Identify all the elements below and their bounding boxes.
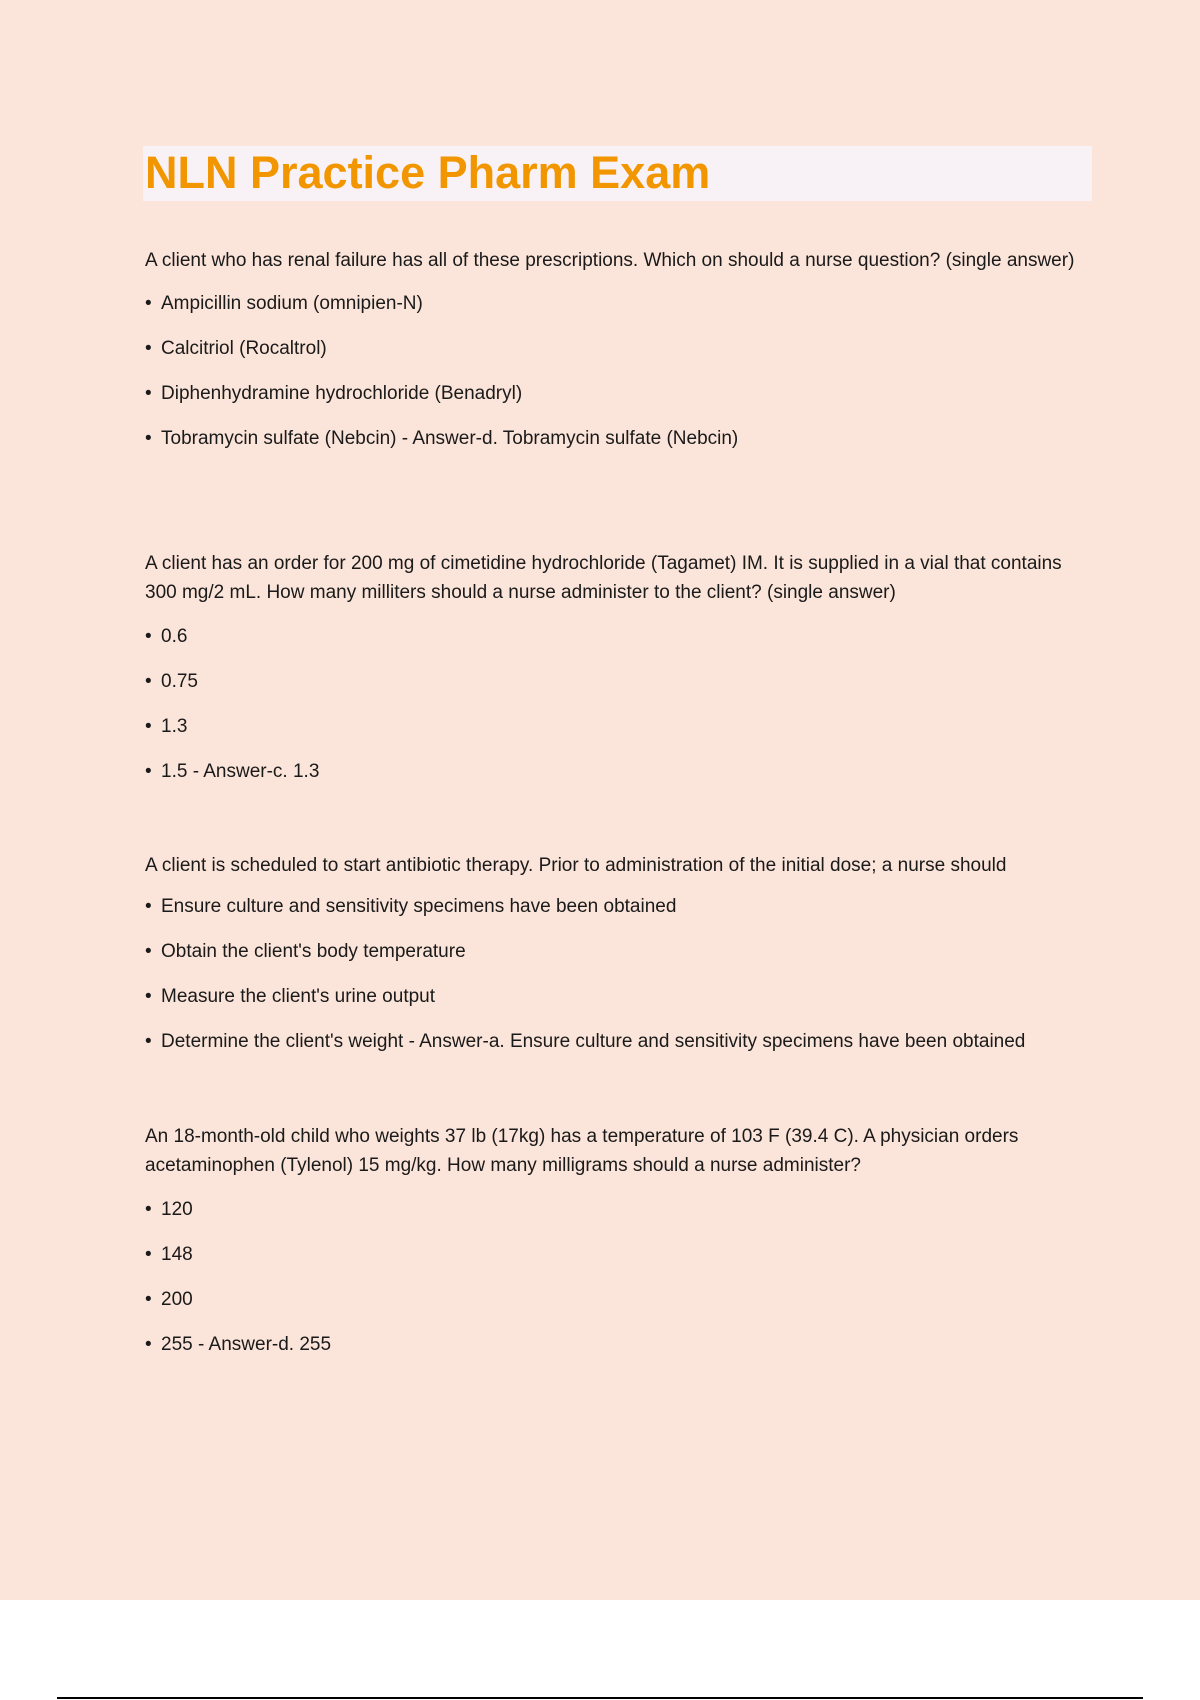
option-text: 0.75: [161, 671, 198, 692]
bullet-icon: •: [145, 1334, 152, 1355]
title-banner: [143, 146, 1092, 201]
option-item: [145, 986, 1085, 1008]
option-item: [145, 293, 1085, 315]
option-text: 0.6: [161, 626, 188, 647]
option-item: [145, 671, 1085, 693]
option-text: 148: [161, 1244, 193, 1265]
option-text: 200: [161, 1289, 193, 1310]
option-item: [145, 1334, 1085, 1356]
option-text: 1.3: [161, 716, 188, 737]
bullet-icon: •: [145, 338, 152, 359]
bullet-icon: •: [145, 1031, 152, 1052]
option-item: [145, 1244, 1085, 1266]
bullet-icon: •: [145, 941, 152, 962]
question-text: A client is scheduled to start antibiotic therapy. Prior to administration of the initial dose; a nurse should: [145, 855, 1007, 876]
option-list: [145, 1199, 1085, 1356]
option-text: Ensure culture and sensitivity specimens have been obtained: [161, 896, 677, 917]
option-item: [145, 1289, 1085, 1311]
bullet-icon: •: [145, 671, 152, 692]
option-text: Ampicillin sodium (omnipien-N): [161, 293, 423, 314]
question-text: A client has an order for 200 mg of cimetidine hydrochloride (Tagamet) IM. It is supplied in a vial that contains 300 mg/2 mL. How many milliters should a nurse administer to the client? (single answer): [145, 553, 1062, 603]
option-item: [145, 428, 1085, 450]
option-item: [145, 1031, 1085, 1053]
bullet-icon: •: [145, 428, 152, 449]
option-text: Determine the client's weight - Answer-a. Ensure culture and sensitivity specimens have been obtained: [161, 1031, 1026, 1052]
option-text: 255 - Answer-d. 255: [161, 1334, 332, 1355]
bullet-icon: •: [145, 1244, 152, 1265]
option-list: [145, 293, 1085, 450]
bullet-icon: •: [145, 383, 152, 404]
option-text: 1.5 - Answer-c. 1.3: [161, 761, 320, 782]
option-item: [145, 338, 1085, 360]
option-text: Measure the client's urine output: [161, 986, 436, 1007]
bullet-icon: •: [145, 896, 152, 917]
question-text: A client who has renal failure has all of these prescriptions. Which on should a nurse question? (single answer): [145, 250, 1075, 271]
option-list: [145, 626, 1085, 783]
question-3: [145, 851, 1085, 1053]
question-1: [145, 246, 1085, 450]
option-item: [145, 761, 1085, 783]
option-item: [145, 383, 1085, 405]
bullet-icon: •: [145, 986, 152, 1007]
option-item: [145, 626, 1085, 648]
option-item: [145, 896, 1085, 918]
option-item: [145, 716, 1085, 738]
bullet-icon: •: [145, 716, 152, 737]
option-text: Tobramycin sulfate (Nebcin) - Answer-d. Tobramycin sulfate (Nebcin): [161, 428, 739, 449]
bullet-icon: •: [145, 1289, 152, 1310]
option-text: Obtain the client's body temperature: [161, 941, 466, 962]
document-title: NLN Practice Pharm Exam: [145, 147, 711, 198]
question-text: An 18-month-old child who weights 37 lb (17kg) has a temperature of 103 F (39.4 C). A physician orders acetaminophen (Tylenol) 15 mg/kg. How many milligrams should a nurse administer?: [145, 1126, 1019, 1176]
bullet-icon: •: [145, 293, 152, 314]
option-item: [145, 1199, 1085, 1221]
option-text: Calcitriol (Rocaltrol): [161, 338, 327, 359]
footer-divider: [57, 1697, 1143, 1699]
option-list: [145, 896, 1085, 1053]
question-2: [145, 549, 1085, 783]
bullet-icon: •: [145, 626, 152, 647]
bullet-icon: •: [145, 1199, 152, 1220]
question-4: [145, 1122, 1085, 1356]
option-text: 120: [161, 1199, 193, 1220]
bullet-icon: •: [145, 761, 152, 782]
option-text: Diphenhydramine hydrochloride (Benadryl): [161, 383, 523, 404]
option-item: [145, 941, 1085, 963]
